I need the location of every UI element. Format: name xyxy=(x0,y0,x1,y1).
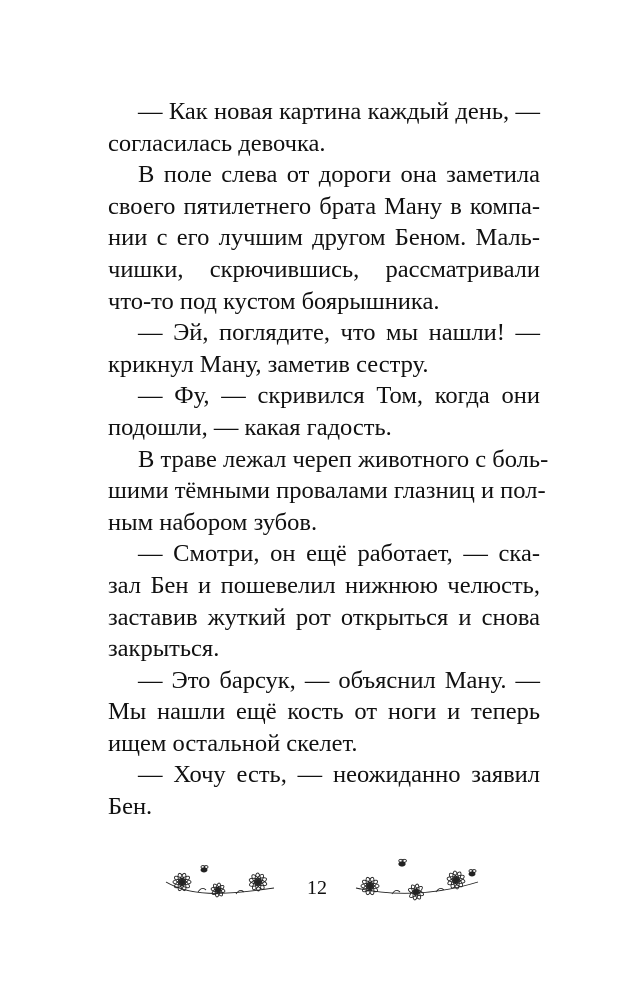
paragraph xyxy=(108,96,540,159)
paragraph xyxy=(108,317,540,380)
text-line: — Как новая картина каждый день, — xyxy=(138,98,540,125)
text-line: В поле слева от дороги она заметила xyxy=(138,161,540,189)
paragraph xyxy=(108,759,540,822)
text-line: крикнул Ману, заметив сестру. xyxy=(108,350,429,378)
text-line: чишки, скрючившись, рассматривали xyxy=(108,255,540,283)
text-line: Бен. xyxy=(108,793,153,821)
page-number: 12 xyxy=(307,877,327,899)
text-line: — Хочу есть, — неожиданно заявил xyxy=(138,761,540,789)
page-footer xyxy=(0,852,619,902)
text-line: заставив жуткий рот открыться и снова xyxy=(108,603,540,631)
text-line: своего пятилетнего брата Ману в компа- xyxy=(108,192,540,220)
daisy-garland-icon xyxy=(160,852,280,902)
text-line: — Это барсук, — объяснил Ману. — xyxy=(138,666,540,694)
text-line: закрыться. xyxy=(108,635,220,663)
text-line: согласилась девочка. xyxy=(108,129,326,157)
text-line: шими тёмными провалами глазниц и пол- xyxy=(108,477,546,505)
page-body xyxy=(108,96,549,823)
text-line: подошли, — какая гадость. xyxy=(108,413,392,441)
paragraph xyxy=(108,665,540,760)
text-line: — Смотри, он ещё работает, — ска- xyxy=(138,540,540,568)
text-line: — Фу, — скривился Том, когда они xyxy=(138,382,540,410)
text-line: ным набором зубов. xyxy=(108,508,318,536)
text-line: нии с его лучшим другом Беном. Маль- xyxy=(108,224,540,252)
text-line: Мы нашли ещё кость от ноги и теперь xyxy=(108,698,540,726)
text-line: — Эй, поглядите, что мы нашли! — xyxy=(138,319,540,347)
paragraph xyxy=(108,159,540,317)
paragraph xyxy=(108,444,549,539)
paragraph xyxy=(108,538,540,664)
paragraph xyxy=(108,380,540,443)
text-line: ищем остальной скелет. xyxy=(108,729,358,757)
text-line: В траве лежал череп животного с боль- xyxy=(138,445,549,473)
daisy-garland-with-bee-icon xyxy=(352,852,482,902)
text-line: что-то под кустом боярышника. xyxy=(108,287,440,315)
text-line: зал Бен и пошевелил нижнюю челюсть, xyxy=(108,571,540,599)
